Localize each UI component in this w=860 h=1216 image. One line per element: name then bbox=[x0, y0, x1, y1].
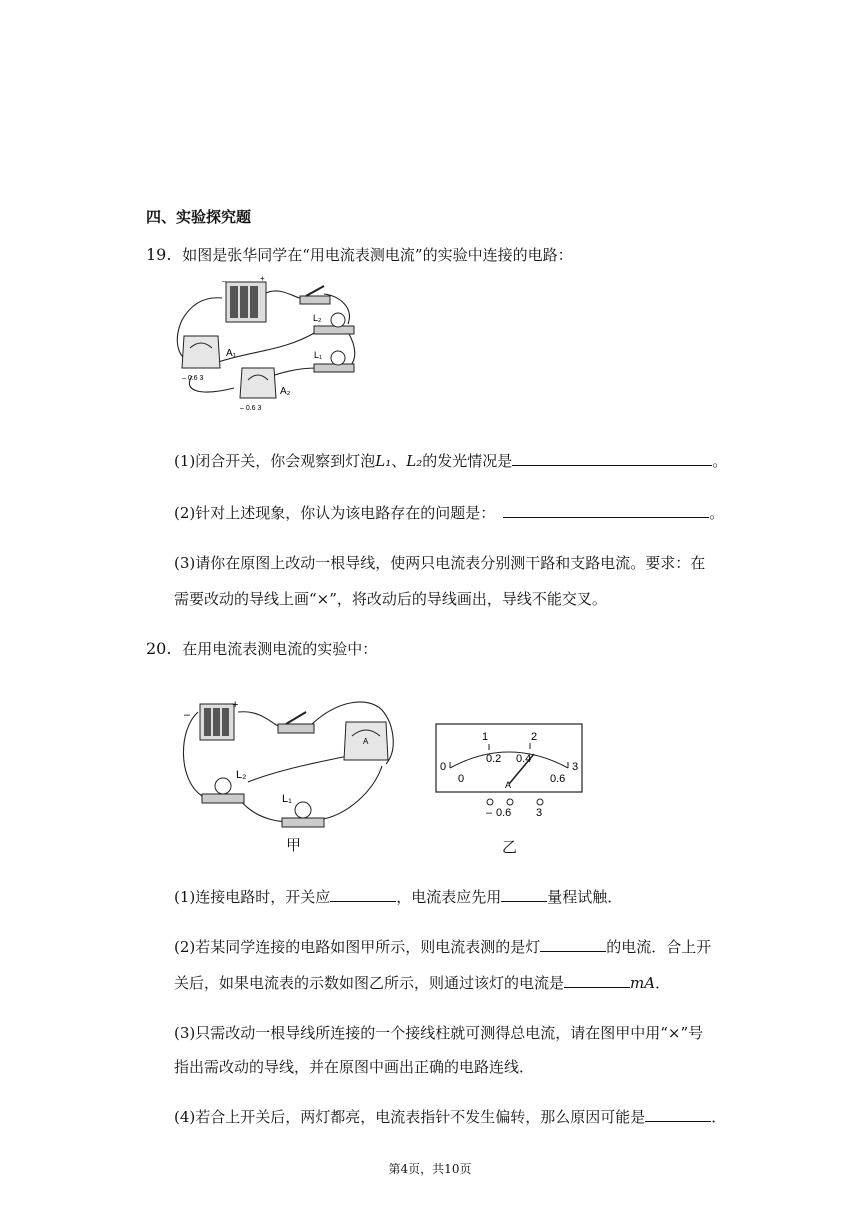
wire bbox=[248, 754, 358, 782]
question-20-part-4 bbox=[174, 1106, 726, 1128]
question-number: 20. bbox=[146, 639, 172, 658]
circuit-figure-jia bbox=[178, 690, 408, 830]
answer-blank[interactable] bbox=[645, 1107, 711, 1122]
part-text: (4)若合上开关后，两灯都亮，电流表指针不发生偏转，那么原因可能是 bbox=[174, 1108, 646, 1126]
battery bbox=[222, 276, 266, 322]
question-20-stem bbox=[146, 638, 377, 660]
terminal-label: 0.6 bbox=[496, 807, 512, 819]
terminal-post bbox=[537, 799, 543, 805]
terminal-post bbox=[507, 799, 513, 805]
svg-text:L₂: L₂ bbox=[236, 769, 247, 781]
part-text: 量程试触． bbox=[547, 888, 623, 906]
question-20-part-3-line-2: 指出需改动的导线，并在原图中画出正确的电路连线． bbox=[174, 1058, 535, 1076]
svg-text:L₁: L₁ bbox=[282, 793, 292, 805]
answer-blank[interactable] bbox=[501, 887, 547, 902]
svg-text:L₂: L₂ bbox=[313, 313, 322, 323]
ammeter-a2 bbox=[240, 368, 291, 412]
punctuation: 。 bbox=[709, 504, 725, 522]
ammeter bbox=[344, 722, 388, 760]
question-19-part-3-line-2: 需要改动的导线上画“×”，将改动后的导线画出，导线不能交叉。 bbox=[174, 590, 607, 608]
answer-blank[interactable] bbox=[564, 973, 630, 988]
svg-text:A₁: A₁ bbox=[226, 348, 237, 359]
answer-blank[interactable] bbox=[540, 937, 606, 952]
question-number: 19. bbox=[146, 245, 172, 264]
terminal-label: – bbox=[486, 807, 493, 819]
question-text: 如图是张华同学在“用电流表测电流”的实验中连接的电路： bbox=[182, 246, 573, 264]
part-text: (1)闭合开关，你会观察到灯泡 bbox=[174, 452, 376, 470]
tick-label: 0.6 bbox=[550, 773, 566, 785]
svg-text:L₁: L₁ bbox=[314, 350, 323, 360]
lamp-l1 bbox=[282, 793, 324, 827]
question-20-part-1 bbox=[174, 886, 622, 908]
switch bbox=[300, 286, 330, 304]
switch bbox=[278, 712, 314, 733]
figure-caption-jia: 甲 bbox=[286, 836, 302, 854]
svg-text:A: A bbox=[363, 737, 369, 746]
question-19-part-3-line-1: (3)请你在原图上改动一根导线，使两只电流表分别测干路和支路电流。要求：在 bbox=[174, 554, 706, 572]
punctuation: 。 bbox=[712, 452, 728, 470]
svg-text:A₂: A₂ bbox=[280, 386, 291, 397]
part-text: 的发光情况是 bbox=[422, 452, 513, 470]
tick-label: 0 bbox=[458, 773, 465, 785]
part-text: 的电流．合上开 bbox=[606, 938, 712, 956]
question-19-part-2 bbox=[174, 502, 724, 524]
question-20-part-2-line-1 bbox=[174, 936, 711, 958]
svg-text:– 0.6 3: – 0.6 3 bbox=[182, 375, 204, 382]
question-text: 在用电流表测电流的实验中： bbox=[182, 640, 378, 658]
circuit-figure-q19 bbox=[172, 276, 372, 418]
answer-blank[interactable] bbox=[330, 887, 396, 902]
svg-text:+: + bbox=[232, 699, 239, 711]
part-text: (2)针对上述现象，你认为该电路存在的问题是： bbox=[174, 504, 496, 522]
answer-blank[interactable] bbox=[512, 451, 712, 466]
ammeter-dial-yi bbox=[434, 722, 586, 822]
section-title: 四、实验探究题 bbox=[146, 208, 252, 226]
svg-text:–: – bbox=[222, 277, 227, 286]
tick-label: 0.4 bbox=[516, 753, 532, 765]
part-text: (1)连接电路时，开关应 bbox=[174, 888, 331, 906]
tick-label: 1 bbox=[482, 731, 489, 743]
unit-label: mA bbox=[630, 974, 656, 992]
tick-label: 0 bbox=[440, 761, 447, 773]
part-text: 关后，如果电流表的示数如图乙所示，则通过该灯的电流是 bbox=[174, 974, 565, 992]
wire bbox=[348, 332, 355, 368]
question-19-stem bbox=[146, 244, 573, 266]
page-footer: 第4页，共10页 bbox=[388, 1162, 472, 1176]
punctuation: ． bbox=[711, 1108, 727, 1126]
figure-caption-yi: 乙 bbox=[502, 838, 518, 856]
unit-label: A bbox=[505, 780, 512, 790]
question-20-part-3-line-1: (3)只需改动一根导线所连接的一个接线柱就可测得总电流，请在图甲中用“×”号 bbox=[174, 1024, 704, 1042]
svg-text:+: + bbox=[260, 276, 265, 283]
separator: 、 bbox=[391, 452, 407, 470]
terminal-post bbox=[487, 799, 493, 805]
svg-text:– 0.6 3: – 0.6 3 bbox=[240, 405, 262, 412]
wire bbox=[183, 712, 202, 796]
question-20-part-2-line-2 bbox=[174, 972, 670, 994]
lamp-symbol: L₂ bbox=[406, 452, 423, 470]
lamp-l2 bbox=[202, 769, 246, 803]
punctuation: ． bbox=[655, 974, 671, 992]
tick-label: 3 bbox=[572, 761, 579, 773]
wire bbox=[238, 712, 278, 726]
question-19-part-1 bbox=[174, 450, 727, 472]
answer-blank[interactable] bbox=[503, 503, 709, 518]
lamp-symbol: L₁ bbox=[375, 452, 392, 470]
part-text: ，电流表应先用 bbox=[396, 888, 502, 906]
terminal-label: 3 bbox=[536, 807, 543, 819]
wire bbox=[318, 766, 382, 820]
part-text: (2)若某同学连接的电路如图甲所示，则电流表测的是灯 bbox=[174, 938, 541, 956]
svg-text:–: – bbox=[184, 709, 191, 721]
tick-label: 0.2 bbox=[486, 753, 502, 765]
lamp-l1 bbox=[314, 350, 354, 372]
tick-label: 2 bbox=[531, 731, 538, 743]
